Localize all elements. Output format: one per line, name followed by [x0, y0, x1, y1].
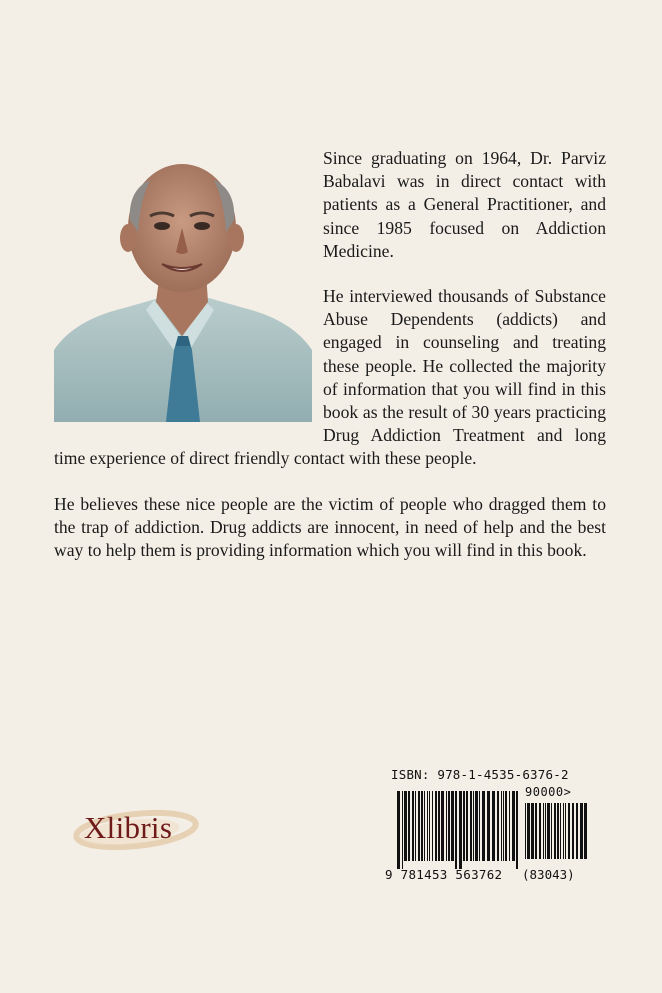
barcode-bar [545, 803, 546, 859]
barcode-bar [459, 791, 462, 869]
barcode-bar [576, 803, 578, 859]
barcode-bar [424, 791, 425, 861]
barcode-bar [448, 791, 450, 861]
publisher-logo [70, 800, 200, 856]
barcode-bar [475, 791, 478, 861]
barcode-bar [505, 791, 507, 861]
bio-paragraph-2: He interviewed thousands of Substance Abuse Dependents (addicts) and engaged in counseling and treating these people. He collected the majority of information that you will find in this book as the result of 30 years practicing Drug Addiction Treatment and long time experience of direct friendly contact with these people. [54, 286, 606, 469]
barcode-bar [402, 791, 403, 869]
barcode-bar [557, 803, 559, 859]
barcode-bar [446, 791, 447, 861]
ean-digits: 9 781453 563762 [385, 867, 503, 882]
barcode-bar [466, 791, 468, 861]
addon-barcode-bars [525, 803, 587, 867]
publisher-logo-text: Xlibris [84, 810, 173, 845]
barcode-bar [429, 791, 430, 861]
barcode-bar [525, 803, 526, 859]
barcode-bar [435, 791, 437, 861]
barcode-bar [451, 791, 454, 861]
barcode-bar [421, 791, 423, 861]
barcode-bar [492, 791, 495, 861]
isbn-label: ISBN: 978-1-4535-6376-2 [391, 767, 569, 782]
barcode-bar [543, 803, 544, 859]
bio-paragraph-3: He believes these nice people are the victim of people who dragged them to the trap of addiction. Drug addicts are innocent, in need of help and the best way to help them is providing information which you will find in this book. [54, 493, 606, 561]
barcode-bar [497, 791, 499, 861]
addon-digits: (83043) [522, 867, 575, 882]
price-code: 90000> [525, 785, 572, 799]
barcode-bar [487, 791, 490, 861]
barcode-bar [412, 791, 414, 861]
barcode-bar [408, 791, 410, 861]
barcode-bar [580, 803, 583, 859]
barcode-bar [438, 791, 440, 861]
barcode-bar [512, 791, 515, 861]
barcode-bar [539, 803, 541, 859]
barcode-bar [531, 803, 534, 859]
barcode-bar [479, 791, 480, 861]
barcode-bar [509, 791, 510, 861]
barcode-bar [503, 791, 504, 861]
barcode-bar [547, 803, 550, 859]
barcode-bar [572, 803, 574, 859]
barcode-bar [516, 791, 518, 869]
barcode-bar [404, 791, 407, 861]
barcode-bar [501, 791, 502, 861]
barcode-bar [397, 791, 400, 869]
barcode-bar [415, 791, 416, 861]
barcode-bar [482, 791, 485, 861]
author-bio [54, 147, 606, 562]
barcode-bar [463, 791, 465, 861]
barcode-bar [563, 803, 564, 859]
barcode-bar [554, 803, 556, 859]
barcode-bar [568, 803, 570, 859]
barcode-bar [473, 791, 474, 861]
barcode-bar [584, 803, 587, 859]
barcode-bar [470, 791, 472, 861]
barcode-bar [565, 803, 566, 859]
barcode-bar [418, 791, 420, 861]
photo-wrap-space [54, 147, 323, 445]
barcode-bar [455, 791, 457, 869]
barcode-bar [535, 803, 537, 859]
bio-paragraph-1: Since graduating on 1964, Dr. Parviz Babalavi was in direct contact with patients as a General Practitioner, and since 1985 focused on Addiction Medicine. [323, 148, 606, 261]
barcode-bar [527, 803, 530, 859]
barcode-bar [441, 791, 444, 861]
barcode-bar [551, 803, 552, 859]
ean-barcode-bars [397, 791, 519, 869]
barcode-bar [560, 803, 561, 859]
barcode-bar [432, 791, 433, 861]
barcode-bar [427, 791, 428, 861]
isbn-barcode [385, 767, 597, 885]
